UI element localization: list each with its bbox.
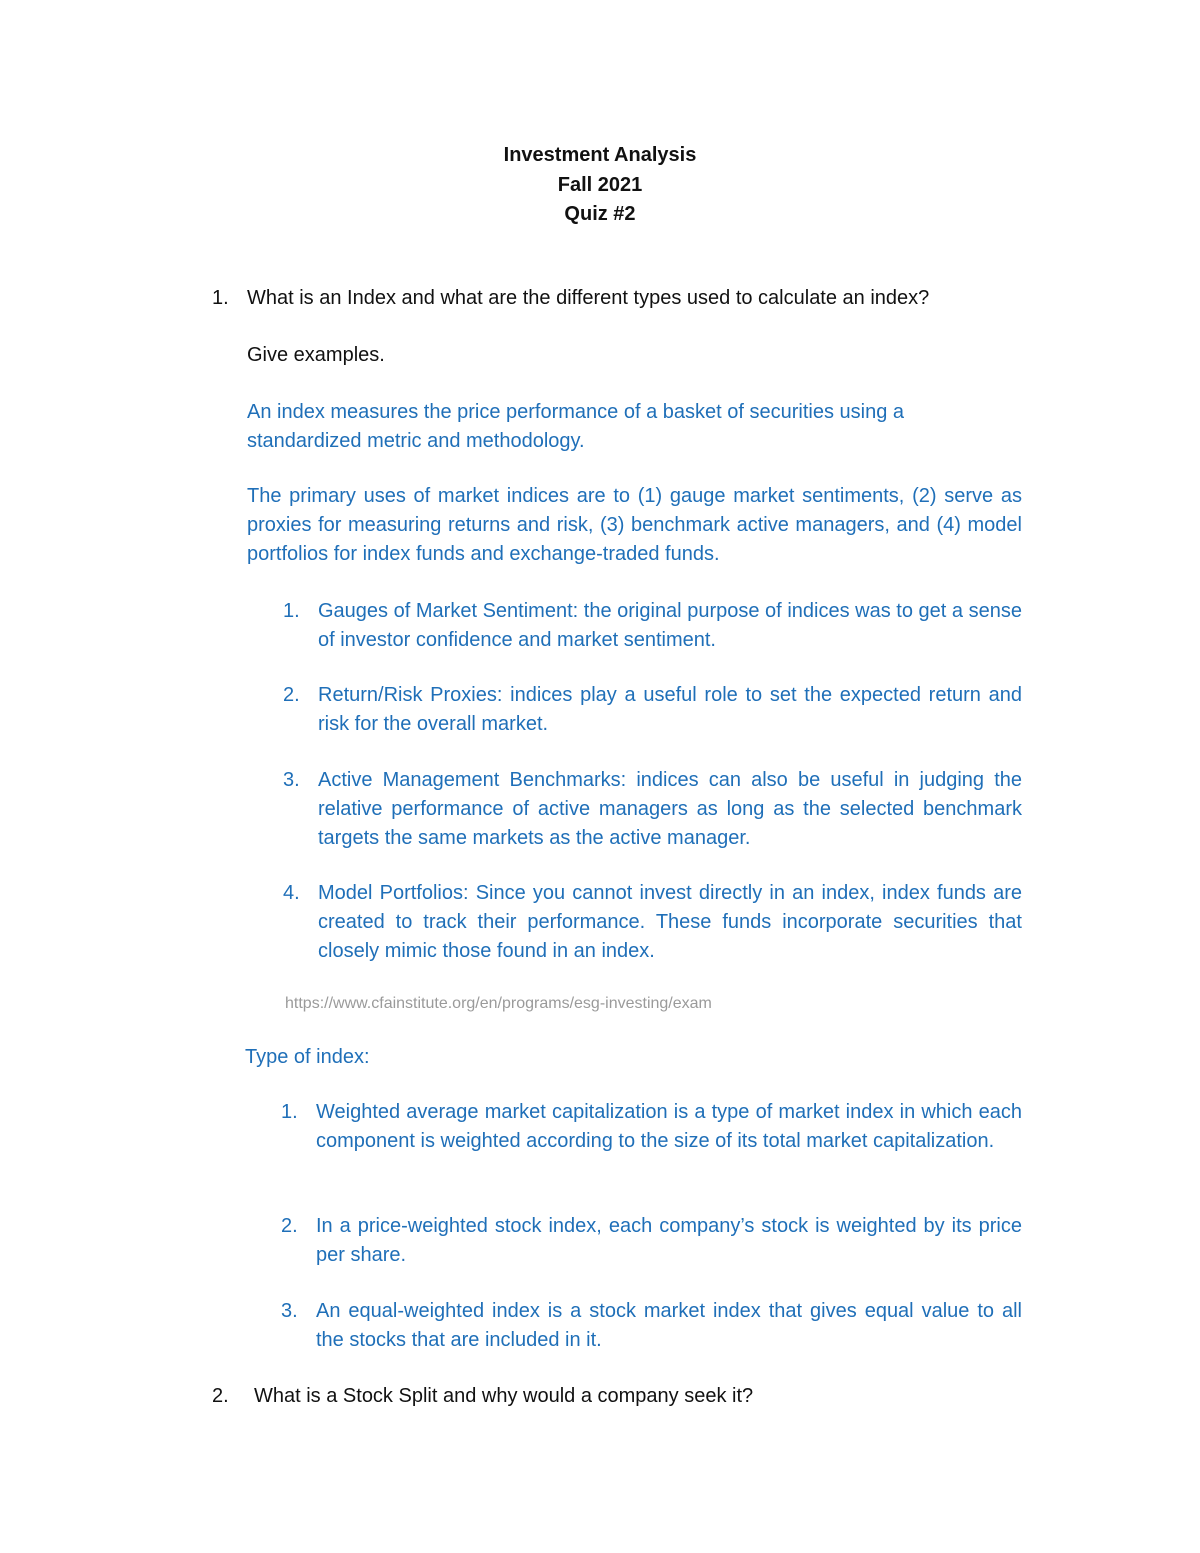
use-item-active-benchmarks: Active Management Benchmarks: indices can also be useful in judging the relative performance of active managers as long as the selected benchmark targets the same markets as the active manager. [318,769,1022,849]
use-item-return-risk: Return/Risk Proxies: indices play a useful role to set the expected return and risk for the overall market. [318,684,1022,735]
type-item-number: 1. [281,1101,298,1123]
use-item-model-portfolios: Model Portfolios: Since you cannot invest directly in an index, index funds are created to track their performance. These funds incorporate securities that closely mimic those found in an index. [318,882,1022,962]
source-link[interactable]: https://www.cfainstitute.org/en/programs/esg-investing/exam [285,995,712,1012]
use-item-number: 3. [283,769,300,791]
document-quiz-label: Quiz #2 [564,203,636,225]
question-1-text: What is an Index and what are the different types used to calculate an index? [247,287,930,309]
use-item-number: 4. [283,882,300,904]
question-1-number: 1. [212,287,229,309]
answer-paragraph-uses: The primary uses of market indices are to (1) gauge market sentiments, (2) serve as proxies for measuring returns and risk, (3) benchmark active managers, and (4) model portfolios for index funds and exchange-traded funds. [247,485,1022,565]
question-2-text: What is a Stock Split and why would a company seek it? [254,1385,754,1407]
type-item-equal-weighted: An equal-weighted index is a stock market index that gives equal value to all the stocks that are included in it. [316,1300,1022,1351]
question-2-number: 2. [212,1385,229,1407]
document-title: Investment Analysis [503,144,697,166]
type-item-market-cap-weighted: Weighted average market capitalization is a type of market index in which each component is weighted according to the size of its total market capitalization. [316,1101,1022,1152]
answer-paragraph-definition: An index measures the price performance of a basket of securities using a standardized metric and methodology. [247,401,905,452]
document-term: Fall 2021 [557,174,643,196]
use-item-number: 2. [283,684,300,706]
question-1-prompt: Give examples. [247,344,385,366]
use-item-number: 1. [283,600,300,622]
type-item-number: 3. [281,1300,298,1322]
index-types-heading: Type of index: [245,1046,370,1068]
type-item-number: 2. [281,1215,298,1237]
type-item-price-weighted: In a price-weighted stock index, each company’s stock is weighted by its price per share. [316,1215,1022,1266]
use-item-market-sentiment: Gauges of Market Sentiment: the original purpose of indices was to get a sense of investor confidence and market sentiment. [318,600,1022,651]
